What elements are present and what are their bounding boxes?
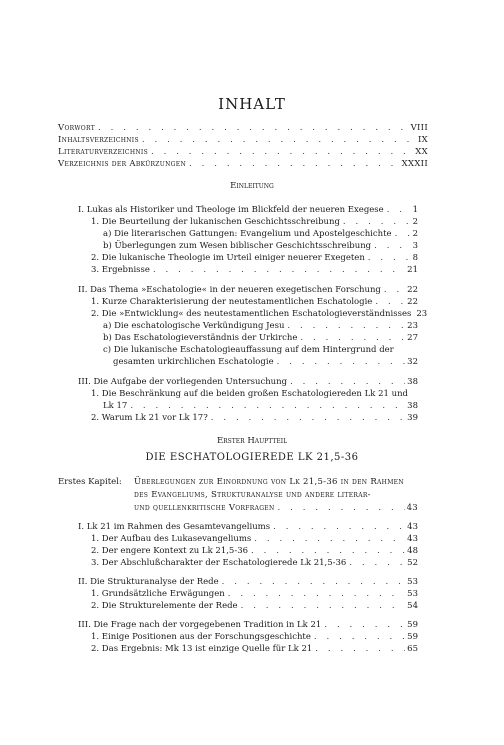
toc-entry: und quellenkritische Vorfragen . . . 43 xyxy=(134,502,418,514)
part-title: DIE ESCHATOLOGIEREDE LK 21,5-36 xyxy=(145,452,359,463)
toc-entry: 2. Der engere Kontext zu Lk 21,5-36 . . . 48 xyxy=(91,545,418,557)
toc-entry: a) Die literarischen Gattungen: Evangelium und Apostelgeschichte . . . 2 xyxy=(103,228,418,240)
toc-entry: 2. Das Ergebnis: Mk 13 ist einzige Quelle für Lk 21 . . . 65 xyxy=(91,643,418,655)
toc-entry: III. Die Frage nach der vorgegebenen Tradition in Lk 21 . . . 59 xyxy=(78,619,418,631)
toc-entry: 3. Der Abschlußcharakter der Eschatologierede Lk 21,5-36 . . . 52 xyxy=(91,557,418,569)
toc-entry: Vorwort . . . VIII xyxy=(58,122,428,134)
toc-entry: Verzeichnis der Abkürzungen . . . XXXII xyxy=(58,158,428,170)
toc-entry: 2. Die »Entwicklung« des neutestamentlichen Eschatologieverständnisses . . . 23 xyxy=(91,308,418,320)
toc-entry: 1. Kurze Charakterisierung der neutestamentlichen Eschatologie . . . 22 xyxy=(91,296,418,308)
chapter-prefix: Erstes Kapitel: xyxy=(58,477,122,487)
toc-entry: 1. Die Beurteilung der lukanischen Geschichtsschreibung . . . 2 xyxy=(91,216,418,228)
toc-entry: 1. Grundsätzliche Erwägungen . . . 53 xyxy=(91,588,418,600)
toc-entry: b) Überlegungen zum Wesen biblischer Geschichtsschreibung . . . 3 xyxy=(103,240,418,252)
toc-entry: 2. Die Strukturelemente der Rede . . . 54 xyxy=(91,600,418,612)
toc-entry: II. Die Strukturanalyse der Rede . . . 53 xyxy=(78,576,418,588)
toc-entry: I. Lukas als Historiker und Theologe im Blickfeld der neueren Exegese . . . 1 xyxy=(78,204,418,216)
toc-entry: II. Das Thema »Eschatologie« in der neueren exegetischen Forschung . . . 22 xyxy=(78,284,418,296)
toc-entry: 1. Einige Positionen aus der Forschungsgeschichte . . . 59 xyxy=(91,631,418,643)
toc-entry: gesamten urkirchlichen Eschatologie . . . 32 xyxy=(113,356,418,368)
toc-entry: I. Lk 21 im Rahmen des Gesamtevangeliums . . . 43 xyxy=(78,521,418,533)
toc-entry: Literaturverzeichnis . . . XX xyxy=(58,146,428,158)
toc-entry: a) Die eschatologische Verkündigung Jesu . . . 23 xyxy=(103,320,418,332)
toc-entry: 1. Der Aufbau des Lukasevangeliums . . . 43 xyxy=(91,533,418,545)
toc-entry: 2. Die lukanische Theologie im Urteil einiger neuerer Exegeten . . . 8 xyxy=(91,252,418,264)
toc-entry: Lk 17 . . . 38 xyxy=(103,400,418,412)
toc-entry: 3. Ergebnisse . . . 21 xyxy=(91,264,418,276)
section-heading: Einleitung xyxy=(230,181,274,191)
toc-entry: III. Die Aufgabe der vorliegenden Untersuchung . . . 38 xyxy=(78,376,418,388)
part-heading: Erster Hauptteil xyxy=(216,436,288,446)
toc-entry: Inhaltsverzeichnis . . . IX xyxy=(58,134,428,146)
toc-entry-text: 1. Die Beschränkung auf die beiden großen Eschatologiereden Lk 21 und xyxy=(91,389,408,399)
chapter-title-line: Überlegungen zur Einordnung von Lk 21,5-36 in den Rahmen xyxy=(134,477,404,487)
toc-entry-text: c) Die lukanische Eschatologieauffassung auf dem Hintergrund der xyxy=(103,345,394,355)
chapter-title-line: des Evangeliums, Strukturanalyse und andere literar- xyxy=(134,490,371,500)
toc-entry: b) Das Eschatologieverständnis der Urkirche . . . 27 xyxy=(103,332,418,344)
toc-entry: 2. Warum Lk 21 vor Lk 17? . . . 39 xyxy=(91,412,418,424)
page-title: INHALT xyxy=(218,95,286,113)
